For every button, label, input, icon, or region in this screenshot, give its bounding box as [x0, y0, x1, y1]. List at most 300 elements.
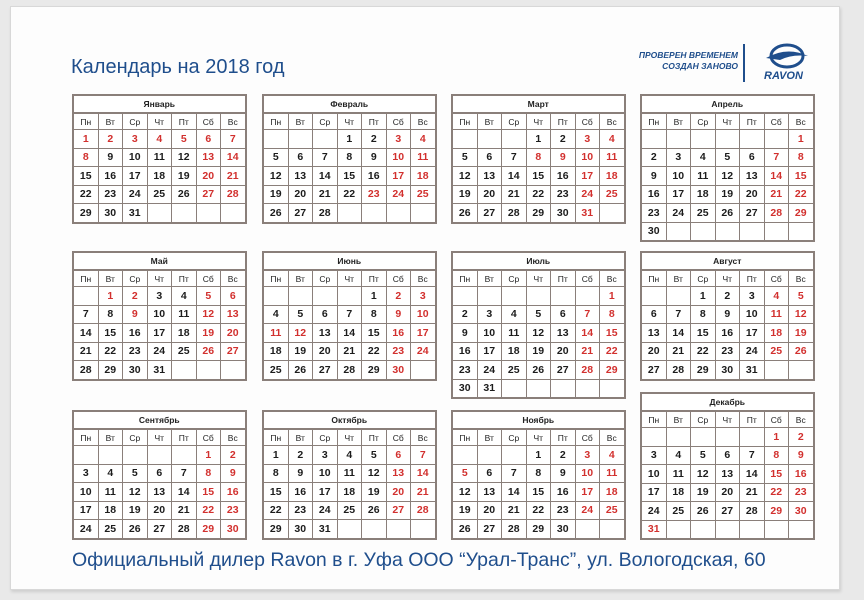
- day-cell: 8: [526, 464, 551, 483]
- weekday-header: Ср: [502, 114, 527, 130]
- day-cell: 1: [337, 130, 362, 149]
- month-name: Июль: [453, 253, 624, 271]
- day-cell: [221, 361, 245, 379]
- day-cell: 10: [411, 305, 435, 324]
- weekday-header: Вт: [288, 271, 313, 287]
- month-grid: [642, 114, 813, 240]
- day-cell: 25: [98, 520, 123, 538]
- weekday-header: Пт: [362, 430, 387, 446]
- day-cell: 20: [313, 342, 338, 361]
- day-cell: 2: [551, 130, 576, 149]
- day-cell: 8: [691, 305, 716, 324]
- day-cell: 12: [789, 305, 813, 324]
- day-cell: 22: [526, 185, 551, 204]
- day-cell: 29: [264, 520, 288, 538]
- day-cell: 12: [453, 167, 477, 186]
- day-cell: 11: [337, 464, 362, 483]
- day-cell: 13: [386, 464, 411, 483]
- day-cell: [502, 130, 527, 149]
- day-cell: 26: [691, 502, 716, 521]
- day-cell: [666, 130, 691, 149]
- day-cell: [502, 446, 527, 465]
- weekday-header: Пн: [642, 412, 666, 428]
- day-cell: 13: [740, 167, 765, 186]
- day-cell: 26: [123, 520, 148, 538]
- day-cell: 14: [172, 483, 197, 502]
- day-cell: 6: [221, 287, 245, 306]
- day-cell: [764, 130, 789, 149]
- day-cell: 16: [362, 167, 387, 186]
- day-cell: 28: [502, 204, 527, 222]
- day-cell: 13: [715, 465, 740, 484]
- day-cell: [764, 222, 789, 240]
- day-cell: 17: [147, 324, 172, 343]
- day-cell: 12: [362, 464, 387, 483]
- weekday-header: Ср: [313, 114, 338, 130]
- day-cell: 15: [74, 167, 98, 186]
- month-name: Июнь: [264, 253, 435, 271]
- day-cell: 1: [526, 130, 551, 149]
- day-cell: 28: [221, 185, 245, 204]
- day-cell: 23: [221, 501, 245, 520]
- day-cell: 20: [715, 483, 740, 502]
- day-cell: 24: [740, 342, 765, 361]
- day-cell: 25: [411, 185, 435, 204]
- day-cell: 7: [502, 464, 527, 483]
- calendar-title: Календарь на 2018 год: [71, 56, 285, 78]
- day-cell: 23: [715, 342, 740, 361]
- day-cell: 9: [715, 305, 740, 324]
- day-cell: 18: [264, 342, 288, 361]
- weekday-header: Вт: [477, 271, 502, 287]
- weekday-header: Чт: [715, 412, 740, 428]
- day-cell: 2: [98, 130, 123, 149]
- day-cell: [575, 520, 600, 538]
- day-cell: [477, 130, 502, 149]
- day-cell: 3: [386, 130, 411, 149]
- day-cell: 7: [502, 148, 527, 167]
- day-cell: 11: [264, 324, 288, 343]
- day-cell: 13: [147, 483, 172, 502]
- day-cell: 15: [264, 483, 288, 502]
- day-cell: 22: [196, 501, 221, 520]
- day-cell: 5: [172, 130, 197, 149]
- day-cell: 2: [362, 130, 387, 149]
- day-cell: [600, 204, 624, 222]
- day-cell: 20: [196, 167, 221, 186]
- day-cell: 1: [98, 287, 123, 306]
- weekday-header: Пн: [74, 114, 98, 130]
- month-grid: [74, 271, 245, 379]
- weekday-header: Пт: [172, 430, 197, 446]
- month-4: [640, 94, 815, 242]
- day-cell: 19: [362, 483, 387, 502]
- day-cell: [362, 520, 387, 538]
- weekday-header: Пт: [172, 114, 197, 130]
- day-cell: 4: [666, 446, 691, 465]
- weekday-header: Сб: [196, 271, 221, 287]
- day-cell: 8: [764, 446, 789, 465]
- day-cell: 10: [386, 148, 411, 167]
- day-cell: 17: [477, 342, 502, 361]
- day-cell: 12: [264, 167, 288, 186]
- weekday-header: Чт: [147, 271, 172, 287]
- day-cell: 2: [551, 446, 576, 465]
- day-cell: [600, 520, 624, 538]
- day-cell: [264, 130, 288, 149]
- day-cell: [313, 287, 338, 306]
- weekday-header: Вс: [600, 114, 624, 130]
- weekday-header: Сб: [575, 430, 600, 446]
- weekday-header: Пт: [551, 114, 576, 130]
- weekday-header: Пт: [362, 114, 387, 130]
- day-cell: 20: [477, 501, 502, 520]
- day-cell: 10: [123, 148, 148, 167]
- day-cell: 27: [642, 361, 666, 379]
- day-cell: 9: [789, 446, 813, 465]
- day-cell: 29: [196, 520, 221, 538]
- day-cell: [147, 446, 172, 465]
- day-cell: [740, 428, 765, 447]
- day-cell: 18: [666, 483, 691, 502]
- day-cell: 20: [386, 483, 411, 502]
- day-cell: 27: [740, 204, 765, 223]
- day-cell: 21: [502, 185, 527, 204]
- weekday-header: Вт: [666, 412, 691, 428]
- day-cell: 3: [666, 148, 691, 167]
- weekday-header: Чт: [526, 430, 551, 446]
- day-cell: [642, 428, 666, 447]
- day-cell: 13: [196, 148, 221, 167]
- day-cell: 6: [386, 446, 411, 465]
- weekday-header: Ср: [691, 114, 716, 130]
- weekday-header: Ср: [313, 271, 338, 287]
- day-cell: 5: [453, 148, 477, 167]
- day-cell: 30: [642, 222, 666, 240]
- weekday-header: Вт: [666, 114, 691, 130]
- weekday-header: Чт: [526, 114, 551, 130]
- day-cell: 15: [789, 167, 813, 186]
- day-cell: 23: [98, 185, 123, 204]
- day-cell: 29: [764, 502, 789, 521]
- month-name: Январь: [74, 96, 245, 114]
- day-cell: 31: [477, 379, 502, 397]
- day-cell: 15: [362, 324, 387, 343]
- day-cell: 2: [642, 148, 666, 167]
- day-cell: [337, 520, 362, 538]
- day-cell: 3: [411, 287, 435, 306]
- day-cell: 6: [196, 130, 221, 149]
- day-cell: 26: [288, 361, 313, 379]
- day-cell: 9: [123, 305, 148, 324]
- day-cell: 2: [288, 446, 313, 465]
- day-cell: 30: [715, 361, 740, 379]
- day-cell: 30: [551, 204, 576, 222]
- day-cell: 3: [642, 446, 666, 465]
- day-cell: 27: [386, 501, 411, 520]
- day-cell: 28: [337, 361, 362, 379]
- month-name: Сентябрь: [74, 412, 245, 430]
- day-cell: 8: [600, 305, 624, 324]
- day-cell: 24: [313, 501, 338, 520]
- day-cell: 14: [411, 464, 435, 483]
- day-cell: 4: [502, 305, 527, 324]
- day-cell: [789, 520, 813, 538]
- day-cell: [575, 379, 600, 397]
- day-cell: 21: [411, 483, 435, 502]
- day-cell: 30: [551, 520, 576, 538]
- day-cell: 7: [313, 148, 338, 167]
- day-cell: 11: [502, 324, 527, 343]
- day-cell: 14: [337, 324, 362, 343]
- day-cell: 31: [123, 204, 148, 222]
- weekday-header: Пт: [362, 271, 387, 287]
- day-cell: 3: [575, 130, 600, 149]
- weekday-header: Вс: [411, 271, 435, 287]
- weekday-header: Вс: [600, 271, 624, 287]
- weekday-header: Сб: [764, 412, 789, 428]
- day-cell: 25: [337, 501, 362, 520]
- month-grid: [264, 271, 435, 379]
- day-cell: 13: [477, 167, 502, 186]
- day-cell: 22: [362, 342, 387, 361]
- weekday-header: Ср: [502, 430, 527, 446]
- slogan-line-1: ПРОВЕРЕН ВРЕМЕНЕМ: [638, 50, 738, 60]
- day-cell: 17: [575, 483, 600, 502]
- day-cell: 24: [575, 185, 600, 204]
- day-cell: 31: [313, 520, 338, 538]
- day-cell: 7: [337, 305, 362, 324]
- day-cell: 28: [74, 361, 98, 379]
- day-cell: 16: [551, 167, 576, 186]
- day-cell: 20: [221, 324, 245, 343]
- day-cell: 21: [502, 501, 527, 520]
- month-name: Март: [453, 96, 624, 114]
- day-cell: 25: [764, 342, 789, 361]
- weekday-header: Ср: [691, 412, 716, 428]
- day-cell: 7: [221, 130, 245, 149]
- day-cell: 9: [221, 464, 245, 483]
- day-cell: 8: [526, 148, 551, 167]
- weekday-header: Вс: [411, 430, 435, 446]
- day-cell: 16: [221, 483, 245, 502]
- day-cell: 26: [526, 361, 551, 380]
- weekday-header: Пт: [551, 430, 576, 446]
- day-cell: [691, 520, 716, 538]
- day-cell: 7: [740, 446, 765, 465]
- day-cell: 15: [600, 324, 624, 343]
- month-grid: [74, 114, 245, 222]
- day-cell: 5: [288, 305, 313, 324]
- day-cell: 8: [337, 148, 362, 167]
- day-cell: 16: [642, 185, 666, 204]
- day-cell: 2: [123, 287, 148, 306]
- day-cell: 26: [196, 342, 221, 361]
- day-cell: 25: [600, 185, 624, 204]
- day-cell: 9: [642, 167, 666, 186]
- day-cell: 7: [74, 305, 98, 324]
- day-cell: 5: [453, 464, 477, 483]
- day-cell: 22: [600, 342, 624, 361]
- day-cell: 26: [453, 204, 477, 222]
- day-cell: 20: [288, 185, 313, 204]
- day-cell: 27: [477, 520, 502, 538]
- day-cell: 20: [477, 185, 502, 204]
- day-cell: 29: [526, 520, 551, 538]
- day-cell: 28: [502, 520, 527, 538]
- day-cell: 20: [642, 342, 666, 361]
- day-cell: 14: [764, 167, 789, 186]
- day-cell: 2: [715, 287, 740, 306]
- day-cell: 19: [172, 167, 197, 186]
- day-cell: [221, 204, 245, 222]
- weekday-header: Сб: [196, 430, 221, 446]
- weekday-header: Вс: [789, 412, 813, 428]
- weekday-header: Пн: [453, 430, 477, 446]
- day-cell: 23: [123, 342, 148, 361]
- day-cell: 8: [789, 148, 813, 167]
- day-cell: 27: [221, 342, 245, 361]
- weekday-header: Вс: [221, 430, 245, 446]
- day-cell: 23: [551, 501, 576, 520]
- day-cell: 8: [362, 305, 387, 324]
- weekday-header: Сб: [575, 271, 600, 287]
- day-cell: 14: [221, 148, 245, 167]
- day-cell: 30: [789, 502, 813, 521]
- day-cell: [666, 428, 691, 447]
- day-cell: 1: [789, 130, 813, 149]
- day-cell: 30: [288, 520, 313, 538]
- day-cell: 14: [740, 465, 765, 484]
- day-cell: [477, 446, 502, 465]
- day-cell: 11: [600, 148, 624, 167]
- day-cell: 29: [98, 361, 123, 379]
- day-cell: 22: [764, 483, 789, 502]
- day-cell: [526, 287, 551, 306]
- day-cell: 21: [337, 342, 362, 361]
- logo-separator: [743, 44, 745, 82]
- day-cell: 24: [575, 501, 600, 520]
- day-cell: 22: [264, 501, 288, 520]
- day-cell: 5: [715, 148, 740, 167]
- day-cell: [288, 287, 313, 306]
- weekday-header: Пн: [264, 430, 288, 446]
- day-cell: 5: [264, 148, 288, 167]
- day-cell: 26: [172, 185, 197, 204]
- day-cell: 26: [715, 204, 740, 223]
- day-cell: 21: [172, 501, 197, 520]
- weekday-header: Вт: [477, 430, 502, 446]
- day-cell: 27: [147, 520, 172, 538]
- day-cell: 20: [740, 185, 765, 204]
- day-cell: 10: [313, 464, 338, 483]
- weekday-header: Пн: [264, 114, 288, 130]
- weekday-header: Чт: [147, 430, 172, 446]
- weekday-header: Пт: [551, 271, 576, 287]
- day-cell: 22: [691, 342, 716, 361]
- day-cell: 15: [691, 324, 716, 343]
- day-cell: 10: [666, 167, 691, 186]
- day-cell: 4: [600, 446, 624, 465]
- day-cell: 5: [362, 446, 387, 465]
- day-cell: [123, 446, 148, 465]
- weekday-header: Сб: [764, 114, 789, 130]
- day-cell: 13: [221, 305, 245, 324]
- day-cell: 10: [575, 148, 600, 167]
- day-cell: 24: [642, 502, 666, 521]
- day-cell: 12: [453, 483, 477, 502]
- day-cell: 17: [386, 167, 411, 186]
- day-cell: 21: [575, 342, 600, 361]
- day-cell: 8: [264, 464, 288, 483]
- day-cell: [715, 520, 740, 538]
- day-cell: 19: [453, 501, 477, 520]
- day-cell: [477, 287, 502, 306]
- month-name: Октябрь: [264, 412, 435, 430]
- day-cell: 6: [551, 305, 576, 324]
- day-cell: 4: [764, 287, 789, 306]
- day-cell: 15: [526, 167, 551, 186]
- day-cell: 29: [526, 204, 551, 222]
- day-cell: 16: [123, 324, 148, 343]
- weekday-header: Пт: [740, 271, 765, 287]
- month-grid: [453, 430, 624, 538]
- weekday-header: Пн: [453, 271, 477, 287]
- day-cell: 8: [98, 305, 123, 324]
- day-cell: 18: [600, 167, 624, 186]
- day-cell: 15: [337, 167, 362, 186]
- day-cell: 15: [526, 483, 551, 502]
- day-cell: 10: [740, 305, 765, 324]
- day-cell: 9: [98, 148, 123, 167]
- day-cell: 22: [789, 185, 813, 204]
- day-cell: 1: [691, 287, 716, 306]
- day-cell: [74, 287, 98, 306]
- day-cell: [764, 361, 789, 379]
- dealer-footer: Официальный дилер Ravon в г. Уфа ООО “Урал-Транс”, ул. Вологодская, 60: [72, 549, 766, 571]
- day-cell: 11: [666, 465, 691, 484]
- day-cell: 16: [386, 324, 411, 343]
- day-cell: 12: [288, 324, 313, 343]
- day-cell: 4: [147, 130, 172, 149]
- day-cell: 17: [313, 483, 338, 502]
- weekday-header: Сб: [386, 430, 411, 446]
- day-cell: [264, 287, 288, 306]
- brand-slogan: [622, 50, 738, 72]
- day-cell: 5: [691, 446, 716, 465]
- day-cell: 14: [575, 324, 600, 343]
- day-cell: 9: [288, 464, 313, 483]
- day-cell: 25: [264, 361, 288, 379]
- weekday-header: Чт: [337, 114, 362, 130]
- day-cell: [147, 204, 172, 222]
- day-cell: 4: [691, 148, 716, 167]
- day-cell: 14: [313, 167, 338, 186]
- day-cell: 11: [172, 305, 197, 324]
- day-cell: [172, 446, 197, 465]
- day-cell: 16: [715, 324, 740, 343]
- brand-logo-text: RAVON: [764, 70, 803, 82]
- day-cell: 27: [288, 204, 313, 222]
- month-10: [262, 410, 437, 540]
- weekday-header: Сб: [386, 271, 411, 287]
- day-cell: [789, 361, 813, 379]
- day-cell: 16: [551, 483, 576, 502]
- day-cell: [740, 222, 765, 240]
- day-cell: [411, 204, 435, 222]
- day-cell: 27: [313, 361, 338, 379]
- day-cell: 19: [196, 324, 221, 343]
